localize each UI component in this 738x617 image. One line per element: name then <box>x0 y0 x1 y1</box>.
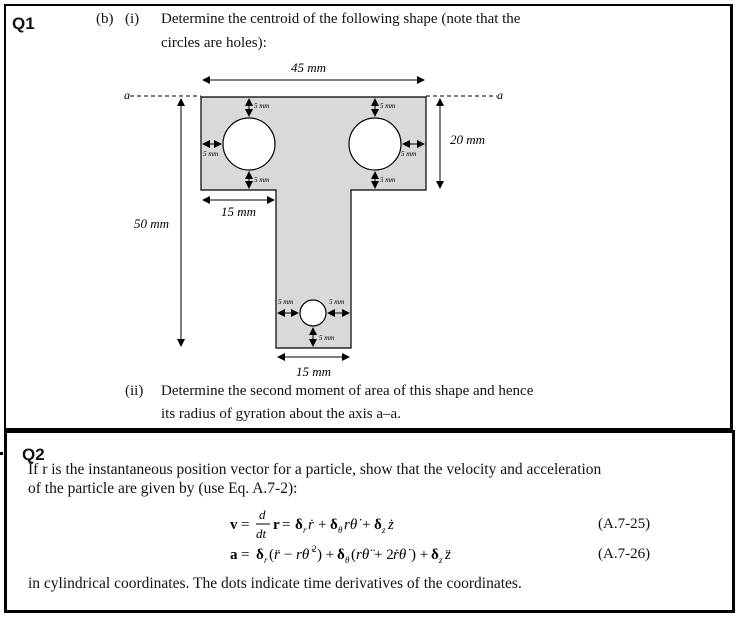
dim-5-rh-bottom-label: 5 mm <box>380 176 396 184</box>
svg-text:θ: θ <box>345 555 350 565</box>
dim-5-rh-top-label: 5 mm <box>380 102 396 110</box>
svg-text:=: = <box>241 517 250 533</box>
axis-a-right-label: a <box>497 88 503 102</box>
svg-text:2: 2 <box>312 544 317 554</box>
q1-part-i: (i) <box>125 11 140 27</box>
q2-text-line1: If r is the instantaneous position vector for a particle, show that the velocity and acceleration <box>28 461 602 478</box>
dim-5-lh-left-label: 5 mm <box>203 150 219 158</box>
svg-text:θ: θ <box>338 525 343 535</box>
svg-text:r: r <box>303 525 307 535</box>
svg-text:δ: δ <box>256 547 264 563</box>
svg-text:a: a <box>230 547 238 563</box>
svg-text:z̈: z̈ <box>445 547 451 563</box>
dim-5-wh-bottom-label: 5 mm <box>319 334 335 342</box>
dim-width-label: 45 mm <box>291 60 327 75</box>
q1-text-line4: its radius of gyration about the axis a–a. <box>161 406 401 422</box>
equation-acceleration <box>230 544 451 565</box>
hole-left <box>223 118 275 170</box>
svg-text:z: z <box>439 555 443 565</box>
svg-text:v: v <box>230 517 238 533</box>
svg-text:ṙθ̇: ṙθ̇ <box>393 547 407 563</box>
svg-text:δ: δ <box>431 547 439 563</box>
svg-text:δ: δ <box>330 517 338 533</box>
svg-text:(: ( <box>351 547 356 563</box>
dim-5-wh-right-label: 5 mm <box>329 298 345 306</box>
dim-height-label: 50 mm <box>134 216 170 231</box>
svg-text:+: + <box>318 517 327 533</box>
svg-text:r̈: r̈ <box>274 547 280 563</box>
svg-text:rθ̇: rθ̇ <box>344 517 358 533</box>
svg-text:dt: dt <box>256 526 267 541</box>
dim-flange-label: 20 mm <box>450 132 486 147</box>
svg-text:ż: ż <box>388 517 394 533</box>
q1-text-line1: Determine the centroid of the following shape (note that the <box>161 11 521 27</box>
eq2-number: (A.7-26) <box>598 546 651 562</box>
dim-web-label: 15 mm <box>296 364 332 379</box>
svg-text:+: + <box>362 517 371 533</box>
svg-text:ṙ: ṙ <box>308 517 314 533</box>
svg-text:(: ( <box>269 547 274 563</box>
svg-text:δ: δ <box>295 517 303 533</box>
svg-text:rθ̇: rθ̇ <box>296 547 310 563</box>
q1-part-b: (b) <box>96 11 114 27</box>
svg-text:d: d <box>259 507 266 522</box>
dim-offset-label: 15 mm <box>221 204 257 219</box>
svg-text:=: = <box>241 547 250 563</box>
svg-text:−: − <box>284 547 293 563</box>
q2-label: Q2 <box>22 445 45 464</box>
dim-5-lh-top-label: 5 mm <box>254 102 270 110</box>
hole-web <box>300 300 326 326</box>
svg-text:δ: δ <box>374 517 382 533</box>
q2-text-line2: of the particle are given by (use Eq. A.7-2): <box>28 480 298 497</box>
q1-part-ii: (ii) <box>125 383 144 399</box>
axis-a-left-label: a <box>124 88 130 102</box>
svg-text:rθ̈: rθ̈ <box>356 547 370 563</box>
svg-text:δ: δ <box>337 547 345 563</box>
svg-text:r: r <box>273 517 280 533</box>
q1-text-line3: Determine the second moment of area of this shape and hence <box>161 383 534 399</box>
equation-velocity <box>230 507 394 541</box>
svg-text:+ 2: + 2 <box>374 547 394 563</box>
hole-right <box>349 118 401 170</box>
margin-dot <box>0 452 3 455</box>
dim-5-lh-bottom-label: 5 mm <box>254 176 270 184</box>
svg-text:r: r <box>264 555 268 565</box>
dim-5-wh-left-label: 5 mm <box>278 298 294 306</box>
svg-text:=: = <box>282 517 291 533</box>
q2-text-line3: in cylindrical coordinates. The dots indicate time derivatives of the coordinates. <box>28 575 522 592</box>
svg-text:) +: ) + <box>317 547 335 563</box>
q1-label: Q1 <box>12 14 35 33</box>
q1-text-line2: circles are holes): <box>161 35 267 51</box>
svg-text:) +: ) + <box>411 547 429 563</box>
svg-text:z: z <box>382 525 386 535</box>
dim-5-rh-right-label: 5 mm <box>401 150 417 158</box>
eq1-number: (A.7-25) <box>598 516 651 532</box>
